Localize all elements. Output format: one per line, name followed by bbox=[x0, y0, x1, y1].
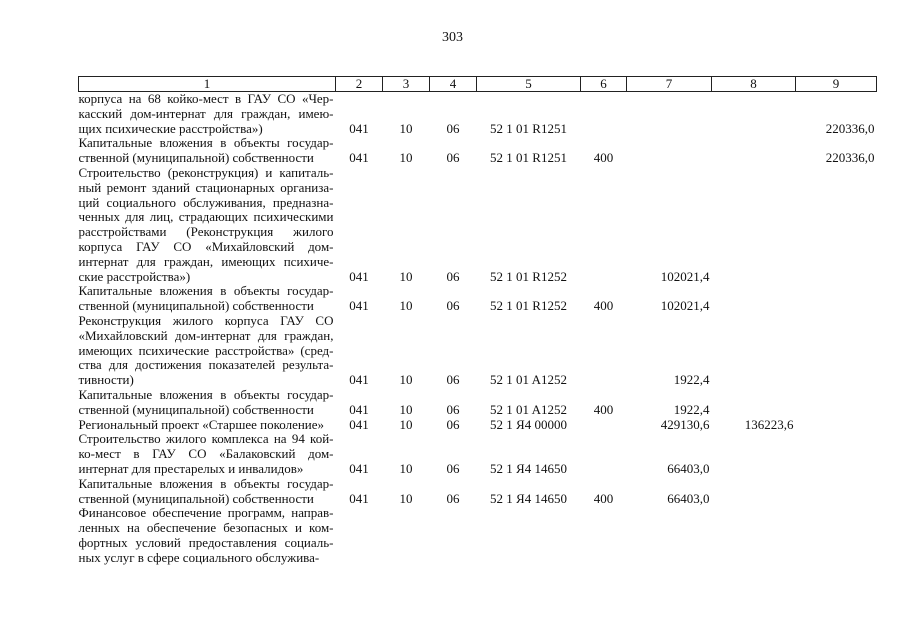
table-row bbox=[79, 92, 877, 137]
cell-amount-col7 bbox=[627, 136, 712, 166]
cell-grbs-code: 041 bbox=[349, 401, 369, 417]
cell-amount-col7 bbox=[627, 92, 712, 137]
description-line: ко-мест в ГАУ СО «Балаковский дом- bbox=[78, 446, 334, 462]
cell-amount-col9 bbox=[796, 388, 877, 418]
cell-section: 10 bbox=[399, 298, 413, 314]
description-line: Капитальные вложения в объекты государ- bbox=[78, 475, 334, 491]
description-line: ственной (муниципальной) собственности bbox=[78, 150, 314, 166]
cell-grbs-code: 041 bbox=[349, 372, 369, 388]
cell-grbs-code: 041 bbox=[349, 490, 369, 506]
cell-target-article: 52 1 Я4 14650 bbox=[490, 490, 567, 506]
cell-expense-type bbox=[581, 92, 627, 137]
cell-expense-type bbox=[581, 506, 627, 565]
description-line: расстройствами (Реконструкция жилого bbox=[78, 224, 334, 240]
description-line: ственной (муниципальной) собственности bbox=[78, 490, 314, 506]
cell-grbs-code: 041 bbox=[349, 416, 369, 432]
row-description bbox=[79, 506, 336, 565]
table-row bbox=[79, 477, 877, 507]
header-row bbox=[79, 77, 877, 92]
column-header: 9 bbox=[796, 77, 877, 92]
cell-grbs-code: 041 bbox=[349, 150, 369, 166]
cell-expense-type: 400 bbox=[593, 298, 614, 314]
row-description bbox=[79, 314, 336, 388]
cell-section: 10 bbox=[399, 401, 413, 417]
description-line: Капитальные вложения в объекты государ- bbox=[78, 283, 334, 299]
cell-section: 10 bbox=[399, 120, 413, 136]
cell-grbs-code bbox=[336, 506, 383, 565]
description-line: интернат для граждан, имеющих психиче- bbox=[78, 253, 334, 269]
cell-expense-type bbox=[581, 166, 627, 284]
description-line: щих психические расстройства») bbox=[78, 120, 263, 136]
cell-amount-col9 bbox=[796, 418, 877, 433]
column-header: 5 bbox=[477, 77, 581, 92]
description-line: ские расстройства») bbox=[78, 268, 191, 284]
row-description bbox=[79, 418, 336, 433]
cell-amount-col8 bbox=[712, 166, 796, 284]
description-line: фортных условий предоставления социаль- bbox=[78, 534, 334, 550]
description-line: Строительство (реконструкция) и капиталь- bbox=[78, 164, 334, 180]
cell-amount-col7: 1922,4 bbox=[673, 372, 710, 388]
cell-subsection: 06 bbox=[446, 298, 460, 314]
cell-subsection: 06 bbox=[446, 416, 460, 432]
cell-expense-type bbox=[581, 432, 627, 476]
cell-subsection: 06 bbox=[446, 490, 460, 506]
description-line: ства для достижения показателей результа- bbox=[78, 357, 334, 373]
column-header: 4 bbox=[430, 77, 477, 92]
cell-subsection: 06 bbox=[446, 372, 460, 388]
column-header: 7 bbox=[627, 77, 712, 92]
description-line: ных услуг в сфере социального обслужива- bbox=[78, 549, 320, 565]
cell-amount-col7: 429130,6 bbox=[660, 416, 710, 432]
cell-amount-col9 bbox=[796, 506, 877, 565]
cell-amount-col8 bbox=[712, 388, 796, 418]
row-description bbox=[79, 92, 336, 137]
cell-target-article: 52 1 01 R1251 bbox=[490, 120, 567, 136]
cell-target-article: 52 1 01 A1252 bbox=[490, 401, 567, 417]
cell-amount-col8: 136223,6 bbox=[744, 416, 794, 432]
cell-subsection: 06 bbox=[446, 460, 460, 476]
cell-section: 10 bbox=[399, 416, 413, 432]
cell-amount-col8 bbox=[712, 92, 796, 137]
cell-amount-col9: 220336,0 bbox=[825, 120, 875, 136]
description-line: ственной (муниципальной) собственности bbox=[78, 298, 314, 314]
cell-expense-type bbox=[581, 314, 627, 388]
cell-grbs-code: 041 bbox=[349, 120, 369, 136]
description-line: ный ремонт зданий стационарных организа- bbox=[78, 179, 334, 195]
cell-amount-col9: 220336,0 bbox=[825, 150, 875, 166]
cell-section: 10 bbox=[399, 460, 413, 476]
table-row bbox=[79, 506, 877, 565]
column-header: 8 bbox=[712, 77, 796, 92]
page-number: 303 bbox=[442, 30, 463, 45]
description-line: тивности) bbox=[78, 372, 134, 388]
table-row bbox=[79, 388, 877, 418]
cell-grbs-code: 041 bbox=[349, 298, 369, 314]
cell-amount-col7: 1922,4 bbox=[673, 401, 710, 417]
row-description bbox=[79, 477, 336, 507]
cell-subsection: 06 bbox=[446, 401, 460, 417]
description-line: интернат для престарелых и инвалидов» bbox=[78, 460, 304, 476]
cell-target-article bbox=[477, 506, 581, 565]
cell-target-article: 52 1 01 A1252 bbox=[490, 372, 567, 388]
cell-amount-col9 bbox=[796, 432, 877, 476]
cell-amount-col8 bbox=[712, 477, 796, 507]
cell-amount-col7: 66403,0 bbox=[667, 490, 710, 506]
column-header: 1 bbox=[79, 77, 336, 92]
description-line: Строительство жилого комплекса на 94 кой- bbox=[78, 431, 334, 447]
cell-section: 10 bbox=[399, 490, 413, 506]
description-line: касский дом-интернат для граждан, имею- bbox=[78, 105, 334, 121]
cell-amount-col7 bbox=[627, 506, 712, 565]
description-line: ций социального обслуживания, предназна- bbox=[78, 194, 334, 210]
cell-target-article: 52 1 01 R1252 bbox=[490, 268, 567, 284]
row-description bbox=[79, 166, 336, 284]
table-row bbox=[79, 432, 877, 476]
cell-subsection: 06 bbox=[446, 150, 460, 166]
cell-grbs-code: 041 bbox=[349, 268, 369, 284]
row-description bbox=[79, 136, 336, 166]
description-line: ственной (муниципальной) собственности bbox=[78, 401, 314, 417]
table-body bbox=[79, 92, 877, 566]
cell-target-article: 52 1 01 R1251 bbox=[490, 150, 567, 166]
column-header: 2 bbox=[336, 77, 383, 92]
cell-amount-col8 bbox=[712, 136, 796, 166]
cell-amount-col9 bbox=[796, 284, 877, 314]
cell-section bbox=[383, 506, 430, 565]
row-description bbox=[79, 432, 336, 476]
cell-amount-col8 bbox=[712, 284, 796, 314]
cell-amount-col7: 66403,0 bbox=[667, 460, 710, 476]
table-row bbox=[79, 314, 877, 388]
cell-target-article: 52 1 Я4 14650 bbox=[490, 460, 567, 476]
cell-amount-col8 bbox=[712, 432, 796, 476]
description-line: имеющих психические расстройства» (сред- bbox=[78, 342, 334, 358]
description-line: Капитальные вложения в объекты государ- bbox=[78, 135, 334, 151]
column-header: 3 bbox=[383, 77, 430, 92]
cell-expense-type: 400 bbox=[593, 401, 614, 417]
description-line: Региональный проект «Старшее поколение» bbox=[78, 416, 325, 432]
cell-section: 10 bbox=[399, 268, 413, 284]
cell-amount-col9 bbox=[796, 166, 877, 284]
cell-amount-col7: 102021,4 bbox=[660, 268, 710, 284]
cell-expense-type: 400 bbox=[593, 150, 614, 166]
table-row bbox=[79, 136, 877, 166]
table-row bbox=[79, 284, 877, 314]
description-line: Реконструкция жилого корпуса ГАУ СО bbox=[78, 312, 334, 328]
cell-amount-col9 bbox=[796, 477, 877, 507]
column-header: 6 bbox=[581, 77, 627, 92]
description-line: Финансовое обеспечение программ, направ- bbox=[78, 505, 334, 521]
cell-expense-type: 400 bbox=[593, 490, 614, 506]
cell-subsection bbox=[430, 506, 477, 565]
cell-subsection: 06 bbox=[446, 120, 460, 136]
row-description bbox=[79, 388, 336, 418]
description-line: «Михайловский дом-интернат для граждан, bbox=[78, 327, 334, 343]
cell-expense-type bbox=[581, 418, 627, 433]
row-description bbox=[79, 284, 336, 314]
table-row bbox=[79, 166, 877, 284]
budget-table bbox=[78, 76, 877, 566]
cell-amount-col8 bbox=[712, 506, 796, 565]
cell-subsection: 06 bbox=[446, 268, 460, 284]
description-line: ченных для лиц, страдающих психическими bbox=[78, 209, 334, 225]
description-line: ленных на обеспечение безопасных и ком- bbox=[78, 520, 334, 536]
cell-target-article: 52 1 Я4 00000 bbox=[490, 416, 567, 432]
cell-section: 10 bbox=[399, 150, 413, 166]
description-line: корпуса ГАУ СО «Михайловский дом- bbox=[78, 238, 334, 254]
description-line: Капитальные вложения в объекты государ- bbox=[78, 386, 334, 402]
description-line: корпуса на 68 койко-мест в ГАУ СО «Чер- bbox=[78, 91, 334, 106]
cell-grbs-code: 041 bbox=[349, 460, 369, 476]
table-row bbox=[79, 418, 877, 433]
cell-amount-col8 bbox=[712, 314, 796, 388]
cell-target-article: 52 1 01 R1252 bbox=[490, 298, 567, 314]
cell-amount-col7: 102021,4 bbox=[660, 298, 710, 314]
cell-section: 10 bbox=[399, 372, 413, 388]
cell-amount-col9 bbox=[796, 314, 877, 388]
